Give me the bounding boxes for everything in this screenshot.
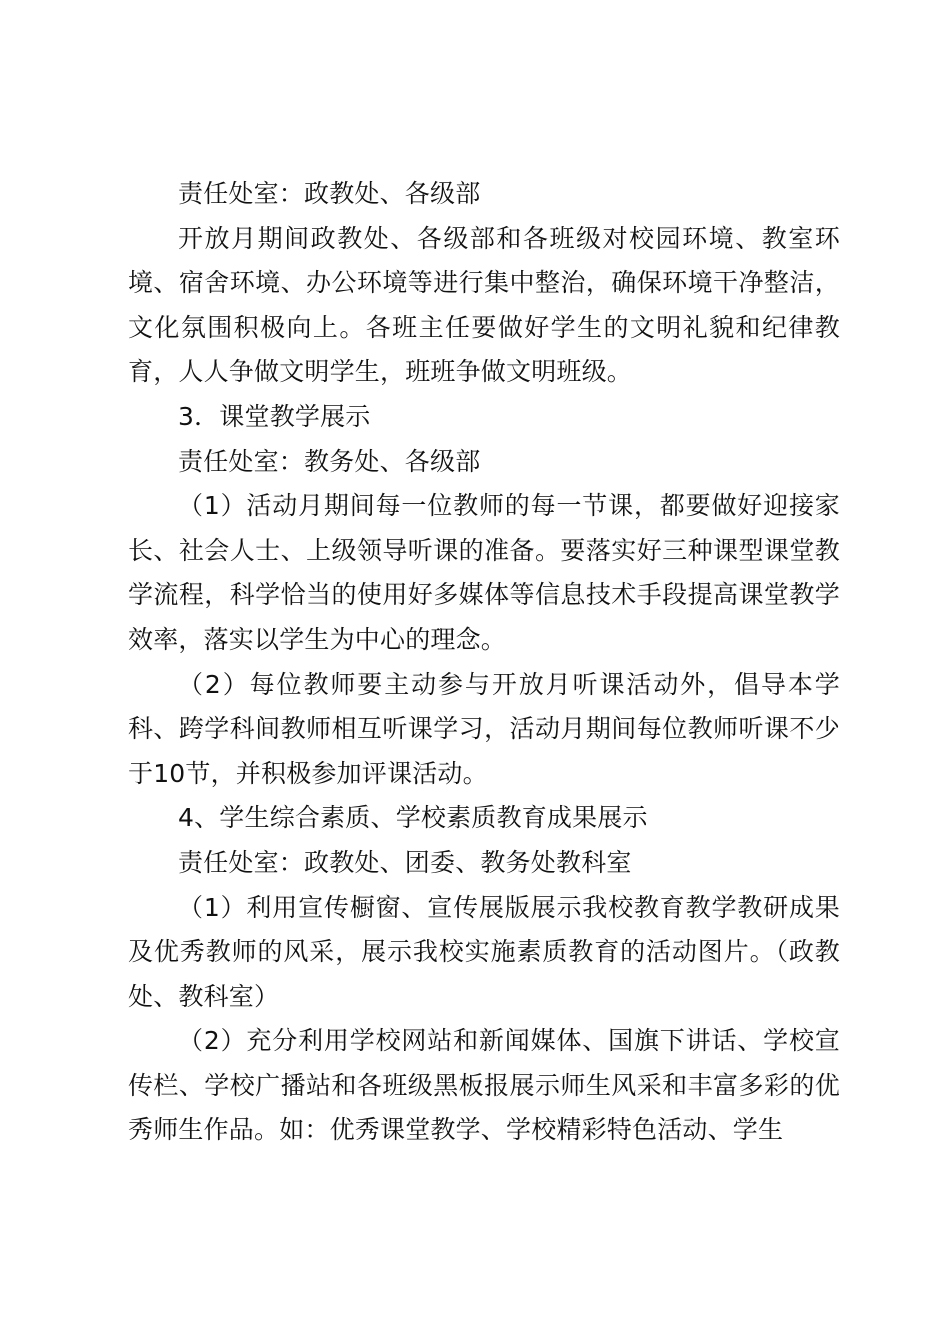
paragraph-item-2-class-observation: （2）每位教师要主动参与开放月听课活动外，倡导本学科、跨学科间教师相互听课学习，活动月期间每位教师听课不少于10节，并积极参加评课活动。 — [128, 669, 840, 788]
document-body — [128, 172, 840, 1153]
paragraph-responsible-office-multi: 责任处室：政教处、团委、教务处教科室 — [178, 847, 632, 877]
paragraph-environment-rectification: 开放月期间政教处、各级部和各班级对校园环境、教室环境、宿舍环境、办公环境等进行集中整治，确保环境干净整洁，文化氛围积极向上。各班主任要做好学生的文明礼貌和纪律教育，人人争做文明学生，班班争做文明班级。 — [128, 223, 840, 387]
paragraph-item-1-showcase-boards: （1）利用宣传橱窗、宣传展版展示我校教育教学教研成果及优秀教师的风采，展示我校实施素质教育的活动图片。（政教处、教科室） — [128, 892, 840, 1011]
paragraph-item-1-lesson-preparation: （1）活动月期间每一位教师的每一节课，都要做好迎接家长、社会人士、上级领导听课的准备。要落实好三种课型课堂教学流程，科学恰当的使用好多媒体等信息技术手段提高课堂教学效率，落实以学生为中心的理念。 — [128, 491, 840, 654]
paragraph-responsible-office-political: 责任处室：政教处、各级部 — [178, 179, 481, 208]
section-heading-student-quality: 4、学生综合素质、学校素质教育成果展示 — [178, 803, 648, 833]
paragraph-responsible-office-academic: 责任处室：教务处、各级部 — [178, 446, 481, 476]
paragraph-item-2-media-showcase: （2）充分利用学校网站和新闻媒体、国旗下讲话、学校宣传栏、学校广播站和各班级黑板报展示师生风采和丰富多彩的优秀师生作品。如：优秀课堂教学、学校精彩特色活动、学生 — [128, 1026, 840, 1145]
section-heading-classroom-teaching: 3．课堂教学展示 — [178, 401, 371, 431]
